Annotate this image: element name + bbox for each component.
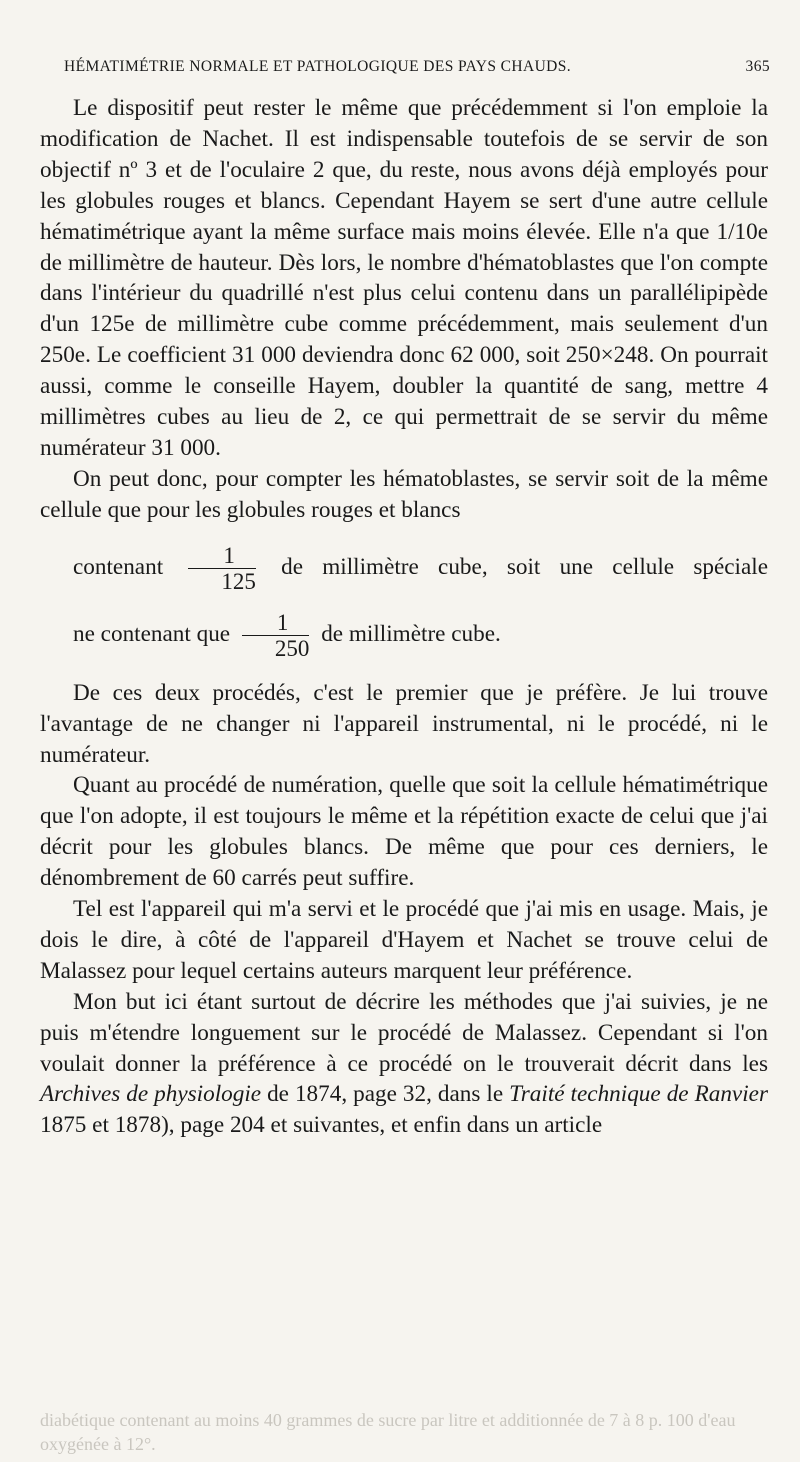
- fraction-1-250: [242, 611, 310, 660]
- paragraph-4: Quant au procédé de numération, quelle que soit la cellule hématimétrique que l'on adopte, il est toujours le même et la répétition exacte de celui que j'ai décrit pour les globules blancs. De même que pour ces derniers, le dénombrement de 60 carrés peut suffire.: [40, 772, 768, 892]
- fraction-1-denominator: 125: [221, 568, 256, 594]
- fraction-1-numerator: 1: [188, 544, 256, 569]
- fraction-2-denominator: 250: [274, 635, 310, 661]
- archives-title: Archives de physiologie: [40, 1081, 262, 1108]
- fraction-line-2: [40, 611, 768, 678]
- fraction-line-1: [40, 526, 768, 611]
- paragraph-1: Le dispositif peut rester le même que précédemment si l'on emploie la modification de Nachet. Il est indispensable toutefois de se servir de son objectif nº 3 et de l'oculaire 2 que, du reste, nous avons déjà employés pour les globules rouges et blancs. Cependant Hayem se sert d'une autre cellule hématimétrique ayant la même surface mais moins élevée. Elle n'a que 1/10e de millimètre de hauteur. Dès lors, le nombre d'hématoblastes que l'on compte dans l'intérieur du quadrillé n'est plus celui contenu dans un parallélipipède d'un 125e de millimètre cube comme précédemment, mais seulement d'un 250e. Le coefficient 31 000 deviendra donc 62 000, soit 250×248. On pourrait aussi, comme le conseille Hayem, doubler la quantité de sang, mettre 4 millimètres cubes au lieu de 2, ce qui permettrait de se servir du même numérateur 31 000.: [40, 95, 768, 461]
- paragraph-3: De ces deux procédés, c'est le premier que je préfère. Je lui trouve l'avantage de ne changer ni l'appareil instrumental, ni le procédé, ni le numérateur.: [40, 679, 768, 768]
- fraction-1-125: [188, 544, 256, 593]
- fraction-2-numerator: 1: [242, 611, 310, 636]
- bleed-through-text: diabétique contenant au moins 40 grammes de sucre par litre et additionnée de 7 à 8 p. 100 d'eau oxygénée à 12°.: [40, 1410, 736, 1454]
- running-header: [64, 58, 770, 76]
- fraction-line-1-before: contenant: [73, 553, 164, 580]
- body-text: [40, 93, 768, 1141]
- fraction-line-2-after: de millimètre cube.: [321, 620, 501, 647]
- paragraph-2: On peut donc, pour compter les hématoblastes, se servir soit de la même cellule que pour les globules rouges et blancs: [40, 465, 768, 523]
- page-number: 365: [745, 58, 770, 75]
- paragraph-6-part-1: Mon but ici étant surtout de décrire les méthodes que j'ai suivies, je ne puis m'étendre longuement sur le procédé de Malassez. Cependant si l'on voulait donner la préférence à ce procédé on le trouverait décrit dans les: [40, 988, 768, 1077]
- traite-title: Traité technique de Ranvier: [509, 1081, 768, 1108]
- paragraph-6-part-3: 1875 et 1878), page 204 et suivantes, et enfin dans un article: [40, 1112, 603, 1139]
- fraction-line-1-after: de millimètre cube, soit une cellule spéciale: [281, 553, 768, 580]
- paragraph-6-part-2: de 1874, page 32, dans le: [261, 1081, 510, 1108]
- fraction-line-2-before: ne contenant que: [73, 620, 231, 647]
- running-title: HÉMATIMÉTRIE NORMALE ET PATHOLOGIQUE DES PAYS CHAUDS.: [64, 58, 572, 75]
- paragraph-6: [40, 987, 768, 1142]
- paragraph-5: Tel est l'appareil qui m'a servi et le procédé que j'ai mis en usage. Mais, je dois le dire, à côté de l'appareil d'Hayem et Nachet se trouve celui de Malassez pour lequel certains auteurs marquent leur préférence.: [40, 896, 768, 984]
